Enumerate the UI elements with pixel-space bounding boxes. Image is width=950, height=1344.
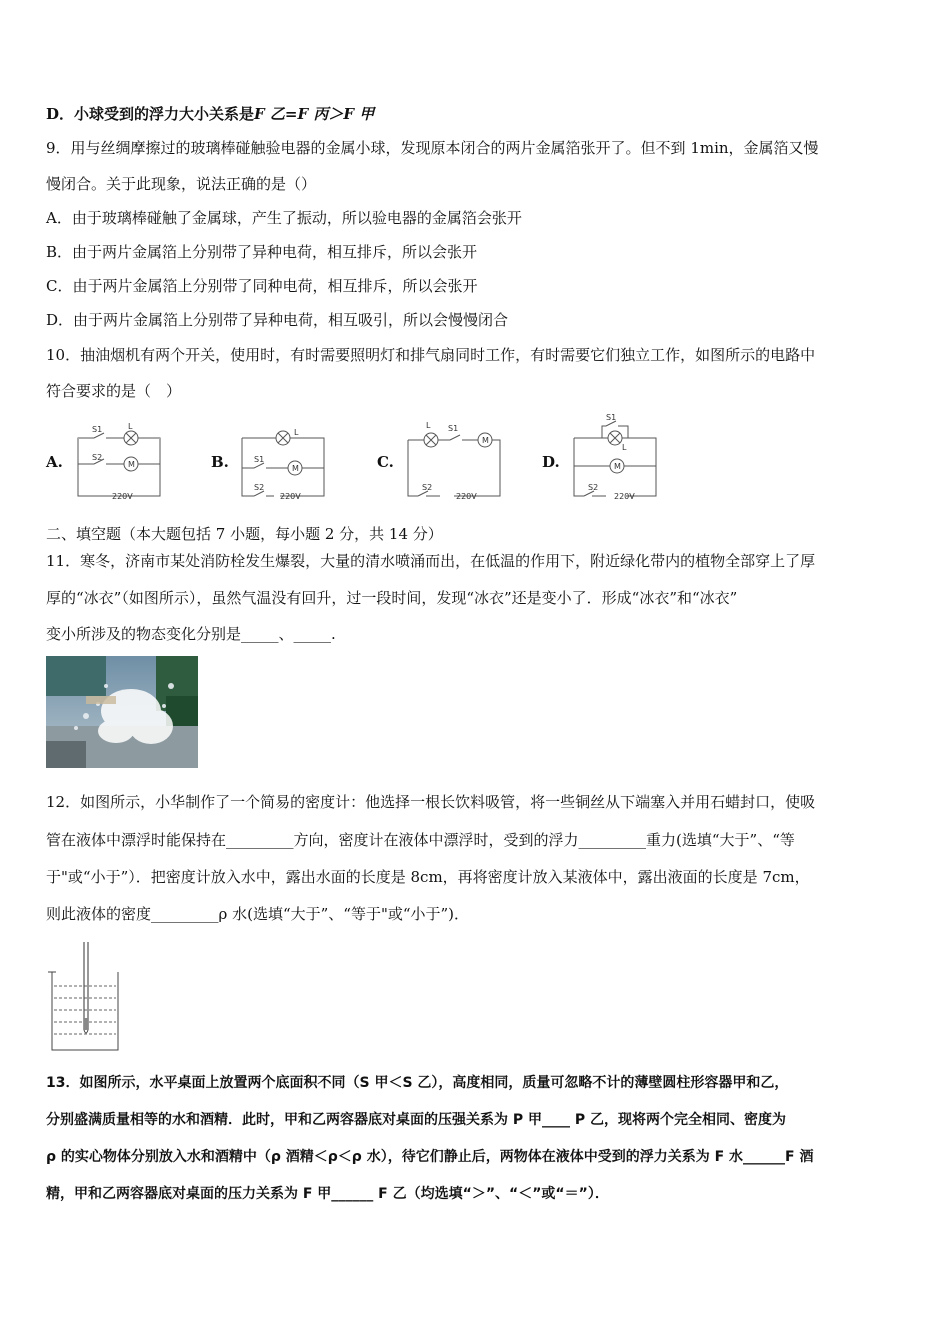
q12-line3: 于"或“小于”）．把密度计放入水中，露出水面的长度是 8cm，再将密度计放入某液体中，露出液面的长度是 7cm，	[46, 868, 810, 886]
q12-line1: 12．如图所示，小华制作了一个简易的密度计：他选择一根长饮料吸管，将一些铜丝从下端塞入并用石蜡封口，使吸	[46, 793, 816, 811]
q11-photo	[46, 656, 198, 768]
q10d-s2-label: S2	[588, 483, 599, 492]
q10-circuit-b	[238, 428, 328, 502]
q10b-lamp-label: L	[294, 428, 299, 437]
q9-stem-line1: 9．用与丝绸摩擦过的玻璃棒碰触验电器的金属小球，发现原本闭合的两片金属箔张开了。但不到 1min，金属箔又慢	[46, 139, 819, 157]
q10-circuit-d	[570, 414, 662, 502]
q10-circuit-c	[404, 418, 504, 502]
q10-option-c-label: C.	[377, 453, 394, 471]
q10c-voltage-label: 220V	[456, 492, 477, 501]
q10-circuit-a	[72, 420, 164, 502]
q11-photo-drawing	[46, 656, 198, 768]
q13-line1: 13．如图所示，水平桌面上放置两个底面积不同（S 甲＜S 乙），高度相同，质量可忽略不计的薄壁圆柱形容器甲和乙，	[46, 1075, 789, 1091]
q11-line1: 11．寒冬，济南市某处消防栓发生爆裂，大量的清水喷涌而出，在低温的作用下，附近绿化带内的植物全部穿上了厚	[46, 552, 816, 570]
q8-option-d-formula: F 乙=F 丙＞F 甲	[254, 105, 375, 123]
q10d-voltage-label: 220V	[614, 492, 635, 501]
q10b-motor-label: M	[292, 464, 299, 473]
q10-option-a-label: A.	[46, 453, 63, 471]
q10-stem-line1: 10．抽油烟机有两个开关，使用时，有时需要照明灯和排气扇同时工作，有时需要它们独立工作，如图所示的电路中	[46, 346, 816, 364]
q10a-voltage-label: 220V	[112, 492, 133, 501]
q10b-s1-label: S1	[254, 455, 265, 464]
q10c-lamp-label: L	[426, 421, 431, 430]
section-2-heading: 二、填空题（本大题包括 7 小题，每小题 2 分，共 14 分）	[46, 525, 443, 543]
q9-option-a: A．由于玻璃棒碰触了金属球，产生了振动，所以验电器的金属箔会张开	[46, 209, 522, 227]
q8-option-d-text: D．小球受到的浮力大小关系是	[46, 105, 255, 123]
q10-stem-line2: 符合要求的是（ ）	[46, 382, 182, 400]
q13-line3: ρ 的实心物体分别放入水和酒精中（ρ 酒精＜ρ＜ρ 水），待它们静止后，两物体在液体中受到的浮力关系为 F 水______F 酒	[46, 1149, 814, 1165]
q12-line4: 则此液体的密度_________ρ 水(选填“大于”、“等于"或“小于”)．	[46, 905, 470, 923]
q10d-s1-label: S1	[606, 414, 617, 422]
q13-line2: 分别盛满质量相等的水和酒精．此时，甲和乙两容器底对桌面的压强关系为 P 甲____ P 乙，现将两个完全相同、密度为	[46, 1112, 787, 1128]
q10c-motor-label: M	[482, 436, 489, 445]
q9-option-c: C．由于两片金属箔上分别带了同种电荷，相互排斥，所以会张开	[46, 277, 478, 295]
q11-line3: 变小所涉及的物态变化分别是_____、_____.	[46, 625, 336, 643]
q10d-lamp-label: L	[622, 443, 627, 452]
q9-stem-line2: 慢闭合。关于此现象，说法正确的是（）	[46, 175, 317, 193]
q10b-voltage-label: 220V	[280, 492, 301, 501]
q10a-s1-label: S1	[92, 425, 103, 434]
q11-line2: 厚的“冰衣”（如图所示），虽然气温没有回升，过一段时间，发现“冰衣”还是变小了．形成“冰衣”和“冰衣”	[46, 589, 738, 607]
q13-line4: 精，甲和乙两容器底对桌面的压力关系为 F 甲______ F 乙（均选填“＞”、“＜”或“＝”）．	[46, 1186, 609, 1202]
q10-option-b-label: B.	[211, 453, 229, 471]
q9-option-b: B．由于两片金属箔上分别带了异种电荷，相互排斥，所以会张开	[46, 243, 478, 261]
q10b-s2-label: S2	[254, 483, 265, 492]
q12-beaker-figure	[46, 938, 126, 1058]
q10-option-d-label: D.	[542, 453, 560, 471]
q10a-s2-label: S2	[92, 453, 103, 462]
q8-option-d	[46, 104, 374, 124]
q10a-lamp-label: L	[128, 422, 133, 431]
q10c-s2-label: S2	[422, 483, 433, 492]
q9-option-d: D．由于两片金属箔上分别带了异种电荷，相互吸引，所以会慢慢闭合	[46, 311, 509, 329]
q10c-s1-label: S1	[448, 424, 459, 433]
q12-line2: 管在液体中漂浮时能保持在_________方向，密度计在液体中漂浮时，受到的浮力_________重力(选填“大于”、“等	[46, 831, 795, 849]
q10a-motor-label: M	[128, 460, 135, 469]
q10d-motor-label: M	[614, 462, 621, 471]
